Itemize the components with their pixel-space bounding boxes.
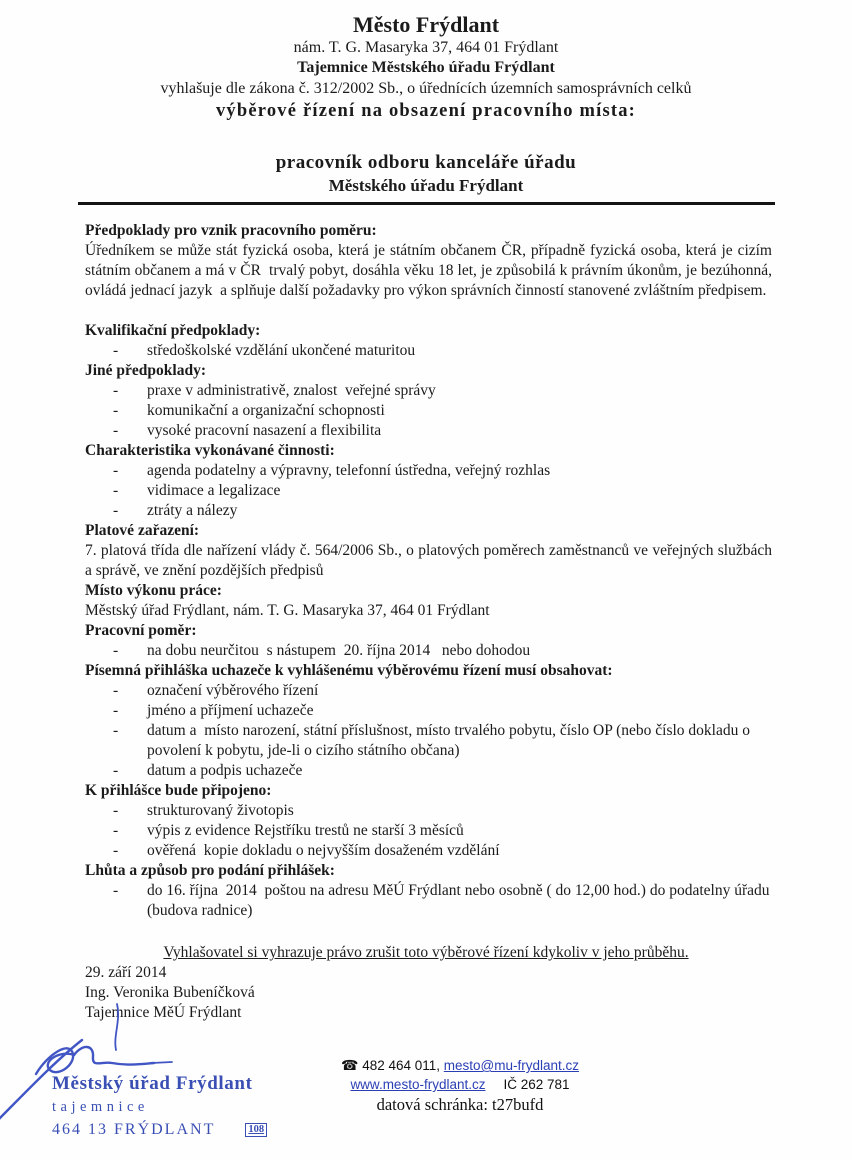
bullet-item bbox=[85, 761, 772, 781]
bullet-text: na dobu neurčitou s nástupem 20. října 2014 nebo dohodou bbox=[147, 642, 531, 659]
bullet-item bbox=[85, 401, 772, 421]
email-link[interactable]: mesto@mu-frydlant.cz bbox=[443, 1058, 580, 1073]
bullet-text: datum a podpis uchazeče bbox=[147, 762, 303, 779]
bullet-text: do 16. října 2014 poštou na adresu MěÚ Frýdlant nebo osobně ( do 12,00 hod.) do podatelny úřadu (budova radnice) bbox=[147, 882, 774, 919]
bullet-dash: - bbox=[113, 762, 119, 779]
bullet-text: komunikační a organizační schopnosti bbox=[147, 402, 385, 419]
contact-phone-line bbox=[300, 1056, 620, 1075]
bullet-text: vysoké pracovní nasazení a flexibilita bbox=[147, 422, 382, 439]
phone-icon: ☎ bbox=[340, 1057, 359, 1073]
company-id: IČ 262 781 bbox=[503, 1077, 570, 1092]
position-title: pracovník odboru kanceláře úřadu bbox=[275, 152, 577, 173]
page-title: Město Frýdlant bbox=[352, 12, 500, 37]
bullet-text: strukturovaný životopis bbox=[147, 802, 294, 819]
bullet-dash: - bbox=[113, 422, 119, 439]
bullet-item bbox=[85, 721, 772, 761]
signoff-name: Ing. Veronika Bubeníčková bbox=[85, 984, 255, 1001]
bullet-dash: - bbox=[113, 802, 119, 819]
bullet-item bbox=[85, 381, 772, 401]
section-heading: Lhůta a způsob pro podání přihlášek: bbox=[85, 862, 335, 879]
bullet-text: středoškolské vzdělání ukončené maturitou bbox=[147, 342, 416, 359]
section-heading: Písemná přihláška uchazeče k vyhlášenému výběrovému řízení musí obsahovat: bbox=[85, 662, 613, 679]
bullet-item bbox=[85, 481, 772, 501]
bullet-item bbox=[85, 681, 772, 701]
position-subtitle: Městského úřadu Frýdlant bbox=[328, 176, 524, 195]
signoff-date: 29. září 2014 bbox=[85, 964, 167, 981]
header-issuer: Tajemnice Městského úřadu Frýdlant bbox=[297, 59, 555, 76]
bullet-dash: - bbox=[113, 642, 119, 659]
bullet-dash: - bbox=[113, 842, 119, 859]
bullet-text: označení výběrového řízení bbox=[147, 682, 319, 699]
bullet-item bbox=[85, 841, 772, 861]
header-address: nám. T. G. Masaryka 37, 464 01 Frýdlant bbox=[293, 39, 559, 56]
bullet-text: jméno a příjmení uchazeče bbox=[147, 702, 314, 719]
section-paragraph: Městský úřad Frýdlant, nám. T. G. Masaryka 37, 464 01 Frýdlant bbox=[85, 602, 490, 619]
website-link[interactable]: www.mesto-frydlant.cz bbox=[350, 1077, 486, 1092]
stamp-number-badge: 108 bbox=[245, 1123, 267, 1137]
section-heading: Místo výkonu práce: bbox=[85, 582, 222, 599]
bullet-text: ověřená kopie dokladu o nejvyšším dosaženém vzdělání bbox=[147, 842, 500, 859]
section-heading: Jiné předpoklady: bbox=[85, 362, 207, 379]
bullet-dash: - bbox=[113, 402, 119, 419]
signoff-role: Tajemnice MěÚ Frýdlant bbox=[85, 1004, 242, 1021]
contact-web-line bbox=[300, 1075, 620, 1094]
bullet-text: výpis z evidence Rejstříku trestů ne starší 3 měsíců bbox=[147, 822, 464, 839]
bullet-text: ztráty a nálezy bbox=[147, 502, 238, 519]
bullet-dash: - bbox=[113, 702, 119, 719]
bullet-item bbox=[85, 821, 772, 841]
cancellation-notice: Vyhlašovatel si vyhrazuje právo zrušit toto výběrové řízení kdykoliv v jeho průběhu. bbox=[163, 944, 689, 961]
header-law-line: vyhlašuje dle zákona č. 312/2002 Sb., o úřednících územních samosprávních celků bbox=[160, 80, 692, 97]
data-box-id: datová schránka: t27bufd bbox=[376, 1095, 544, 1114]
section-heading: K přihlášce bude připojeno: bbox=[85, 782, 272, 799]
stamp-office-name: Městský úřad Frýdlant bbox=[52, 1073, 253, 1094]
section-paragraph: Úředníkem se může stát fyzická osoba, která je státním občanem ČR, případně fyzická osoba, která je cizím státním občanem a má v ČR trvalý pobyt, dosáhla věku 18 let, je způsobilá k právním úkonům, je bezúhonná, ovládá jednací jazyk a splňuje další požadavky pro výkon správních činností stanovené zvláštním předpisem. bbox=[85, 242, 776, 299]
sections bbox=[0, 205, 852, 921]
bullet-item bbox=[85, 341, 772, 361]
bullet-text: datum a místo narození, státní příslušnost, místo trvalého pobytu, číslo OP (nebo číslo dokladu o povolení k pobytu, jde-li o cizího státního občana) bbox=[147, 722, 754, 759]
bullet-dash: - bbox=[113, 382, 119, 399]
bullet-text: praxe v administrativě, znalost veřejné správy bbox=[147, 382, 436, 399]
bullet-item bbox=[85, 801, 772, 821]
section-heading: Charakteristika vykonávané činnosti: bbox=[85, 442, 335, 459]
bullet-dash: - bbox=[113, 722, 119, 739]
bullet-item bbox=[85, 501, 772, 521]
bullet-text: vidimace a legalizace bbox=[147, 482, 281, 499]
bullet-item bbox=[85, 701, 772, 721]
stamp-postal-city: 464 13 FRÝDLANT bbox=[52, 1121, 216, 1138]
section-heading: Kvalifikační předpoklady: bbox=[85, 322, 261, 339]
bullet-dash: - bbox=[113, 882, 119, 899]
office-stamp bbox=[52, 1072, 267, 1142]
stamp-city-line bbox=[52, 1118, 267, 1142]
section-heading: Platové zařazení: bbox=[85, 522, 200, 539]
contact-block bbox=[300, 1056, 620, 1116]
bullet-item bbox=[85, 881, 772, 921]
bullet-item bbox=[85, 461, 772, 481]
section-heading: Pracovní poměr: bbox=[85, 622, 197, 639]
section-heading: Předpoklady pro vznik pracovního poměru: bbox=[85, 222, 377, 239]
bullet-dash: - bbox=[113, 482, 119, 499]
section-paragraph: 7. platová třída dle nařízení vlády č. 564/2006 Sb., o platových poměrech zaměstnanců ve veřejných službách a správě, ve znění pozdějších předpisů bbox=[85, 542, 776, 579]
bullet-dash: - bbox=[113, 462, 119, 479]
stamp-role: tajemnice bbox=[52, 1099, 149, 1115]
bullet-item bbox=[85, 641, 772, 661]
header-announcement: výběrové řízení na obsazení pracovního místa: bbox=[215, 101, 637, 121]
bullet-item bbox=[85, 421, 772, 441]
bullet-dash: - bbox=[113, 682, 119, 699]
phone-number: 482 464 011, bbox=[362, 1058, 441, 1073]
bullet-text: agenda podatelny a výpravny, telefonní ústředna, veřejný rozhlas bbox=[147, 462, 551, 479]
bullet-dash: - bbox=[113, 342, 119, 359]
bullet-dash: - bbox=[113, 822, 119, 839]
document-header bbox=[0, 0, 852, 196]
bullet-dash: - bbox=[113, 502, 119, 519]
